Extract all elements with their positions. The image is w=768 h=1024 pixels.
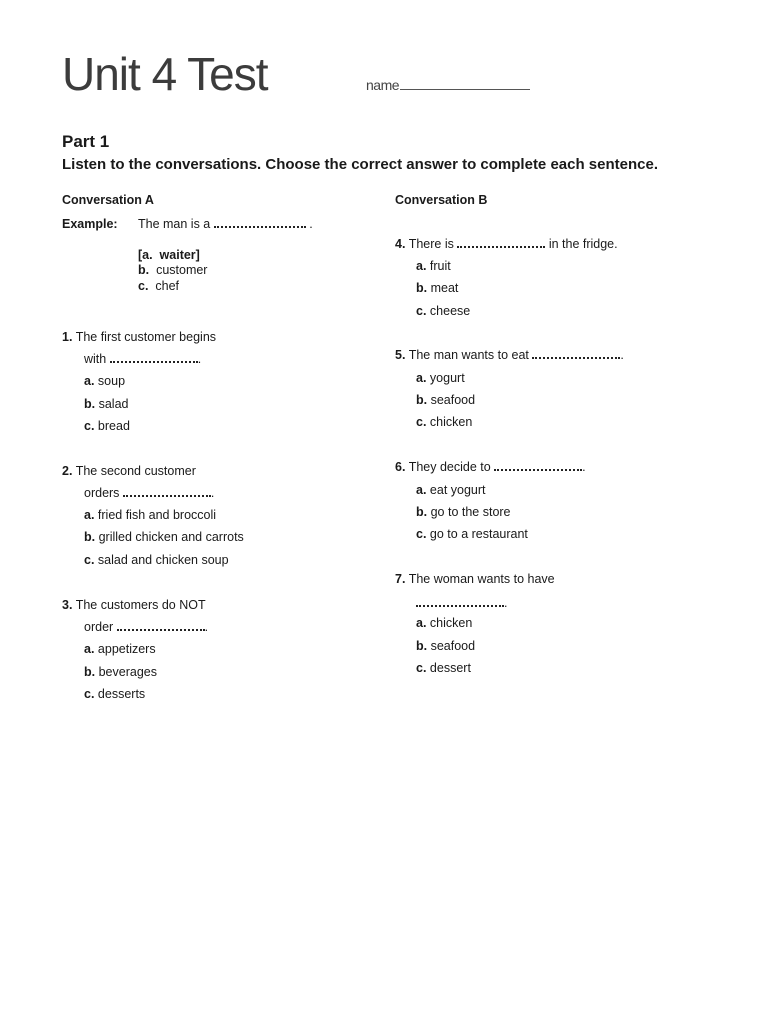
question-4-option-b[interactable]: [416, 280, 458, 296]
question-number: 5.: [395, 348, 406, 362]
question-number: 4.: [395, 237, 406, 251]
question-7-line2: [416, 595, 507, 611]
option-text: chicken: [429, 616, 473, 630]
question-end: .: [210, 486, 215, 500]
option-letter: a.: [416, 483, 427, 497]
option-letter: a.: [416, 371, 427, 385]
option-text: bread: [97, 419, 130, 433]
question-number: 2.: [62, 464, 73, 478]
option-text: grilled chicken and carrots: [98, 530, 244, 544]
option-text: yogurt: [429, 371, 465, 385]
option-text: chicken: [429, 415, 473, 429]
question-3-option-c[interactable]: [84, 686, 145, 702]
option-text: dessert: [429, 661, 471, 675]
question-2-option-b[interactable]: [84, 529, 244, 545]
question-6-option-b[interactable]: [416, 504, 511, 520]
question-3-line2: [84, 619, 208, 635]
question-number: 3.: [62, 598, 73, 612]
question-stem-cont: in the fridge.: [548, 237, 618, 251]
option-text: beverages: [98, 665, 157, 679]
question-7: [395, 571, 555, 587]
question-stem: The woman wants to have: [408, 572, 555, 586]
option-text: fried fish and broccoli: [97, 508, 217, 522]
option-letter: [a.: [138, 248, 153, 262]
answer-blank[interactable]: [532, 347, 620, 359]
question-1: [62, 329, 216, 345]
option-text: appetizers: [97, 642, 156, 656]
option-text: seafood: [430, 639, 476, 653]
question-number: 1.: [62, 330, 73, 344]
option-text: meat: [430, 281, 459, 295]
question-6-option-a[interactable]: [416, 482, 486, 498]
conversation-a-heading: Conversation A: [62, 193, 154, 207]
question-end: .: [582, 460, 586, 474]
question-end: .: [504, 596, 508, 610]
question-stem: The customers do NOT: [75, 598, 206, 612]
option-text: customer: [156, 263, 208, 277]
option-letter: b.: [416, 393, 428, 407]
question-end: .: [204, 620, 209, 634]
option-text: go to the store: [430, 505, 511, 519]
question-3: [62, 597, 206, 613]
option-letter: b.: [416, 281, 428, 295]
answer-blank[interactable]: [416, 595, 504, 607]
question-stem-cont: order: [84, 620, 114, 634]
option-letter: a.: [416, 616, 427, 630]
question-stem: They decide to: [408, 460, 491, 474]
option-text: chef: [155, 279, 180, 293]
question-stem: The man wants to eat: [408, 348, 529, 362]
answer-blank[interactable]: [457, 236, 545, 248]
option-text: soup: [97, 374, 126, 388]
question-1-option-b[interactable]: [84, 396, 128, 412]
example-stem-text: The man is a: [138, 217, 211, 231]
option-letter: c.: [84, 687, 95, 701]
question-stem: The second customer: [75, 464, 196, 478]
part-title: Part 1: [62, 132, 110, 151]
question-2-line2: [84, 485, 214, 501]
option-text: go to a restaurant: [429, 527, 528, 541]
option-letter: c.: [416, 661, 427, 675]
option-letter: b.: [416, 505, 428, 519]
answer-blank[interactable]: [494, 459, 582, 471]
question-stem-cont: with: [84, 352, 107, 366]
name-line[interactable]: [400, 76, 530, 90]
option-text: eat yogurt: [429, 483, 486, 497]
option-letter: a.: [84, 642, 95, 656]
question-stem: There is: [408, 237, 454, 251]
option-letter: a.: [84, 374, 95, 388]
example-end: .: [309, 217, 313, 231]
question-stem: The first customer begins: [75, 330, 217, 344]
question-1-option-a[interactable]: [84, 373, 125, 389]
question-3-option-a[interactable]: [84, 641, 156, 657]
question-6: [395, 459, 586, 475]
question-5-option-b[interactable]: [416, 392, 475, 408]
option-letter: b.: [138, 263, 150, 277]
option-letter: c.: [84, 553, 95, 567]
question-number: 7.: [395, 572, 406, 586]
question-7-option-b[interactable]: [416, 638, 475, 654]
option-letter: b.: [84, 530, 96, 544]
page-title: Unit 4 Test: [62, 48, 268, 100]
answer-blank[interactable]: [110, 351, 198, 363]
example-option-a: [138, 247, 200, 263]
option-text: seafood: [430, 393, 476, 407]
question-7-option-c[interactable]: [416, 660, 471, 676]
question-3-option-b[interactable]: [84, 664, 157, 680]
option-text: salad: [98, 397, 129, 411]
question-1-option-c[interactable]: [84, 418, 130, 434]
option-letter: b.: [84, 665, 96, 679]
example-option-c: [138, 278, 179, 294]
option-letter: b.: [416, 639, 428, 653]
question-4: [395, 236, 618, 252]
option-letter: c.: [416, 415, 427, 429]
question-2: [62, 463, 196, 479]
example-option-b: [138, 262, 207, 278]
option-letter: a.: [416, 259, 427, 273]
example-blank: [214, 216, 306, 228]
question-5-option-c[interactable]: [416, 414, 472, 430]
question-stem-cont: orders: [84, 486, 120, 500]
question-1-line2: [84, 351, 201, 367]
conversation-b-heading: Conversation B: [395, 193, 488, 207]
option-letter: b.: [84, 397, 96, 411]
option-letter: c.: [416, 527, 427, 541]
example-stem: [138, 216, 313, 232]
question-2-option-a[interactable]: [84, 507, 216, 523]
option-letter: a.: [84, 508, 95, 522]
answer-blank[interactable]: [117, 619, 205, 631]
option-text: fruit: [429, 259, 451, 273]
example-label: Example:: [62, 217, 118, 231]
option-text: cheese: [429, 304, 471, 318]
question-end: .: [197, 352, 202, 366]
option-text: salad and chicken soup: [97, 553, 229, 567]
question-number: 6.: [395, 460, 406, 474]
option-letter: c.: [138, 279, 149, 293]
option-letter: c.: [84, 419, 95, 433]
option-text: desserts: [97, 687, 146, 701]
question-5-option-a[interactable]: [416, 370, 465, 386]
name-label: name: [366, 77, 400, 93]
option-letter: c.: [416, 304, 427, 318]
question-end: .: [620, 348, 624, 362]
question-4-option-c[interactable]: [416, 303, 470, 319]
option-text: waiter]: [159, 248, 200, 262]
name-field[interactable]: [366, 76, 530, 93]
question-6-option-c[interactable]: [416, 526, 528, 542]
question-2-option-c[interactable]: [84, 552, 229, 568]
instructions: Listen to the conversations. Choose the correct answer to complete each sentence.: [62, 156, 659, 173]
question-5: [395, 347, 624, 363]
question-4-option-a[interactable]: [416, 258, 451, 274]
answer-blank[interactable]: [123, 485, 211, 497]
question-7-option-a[interactable]: [416, 615, 472, 631]
